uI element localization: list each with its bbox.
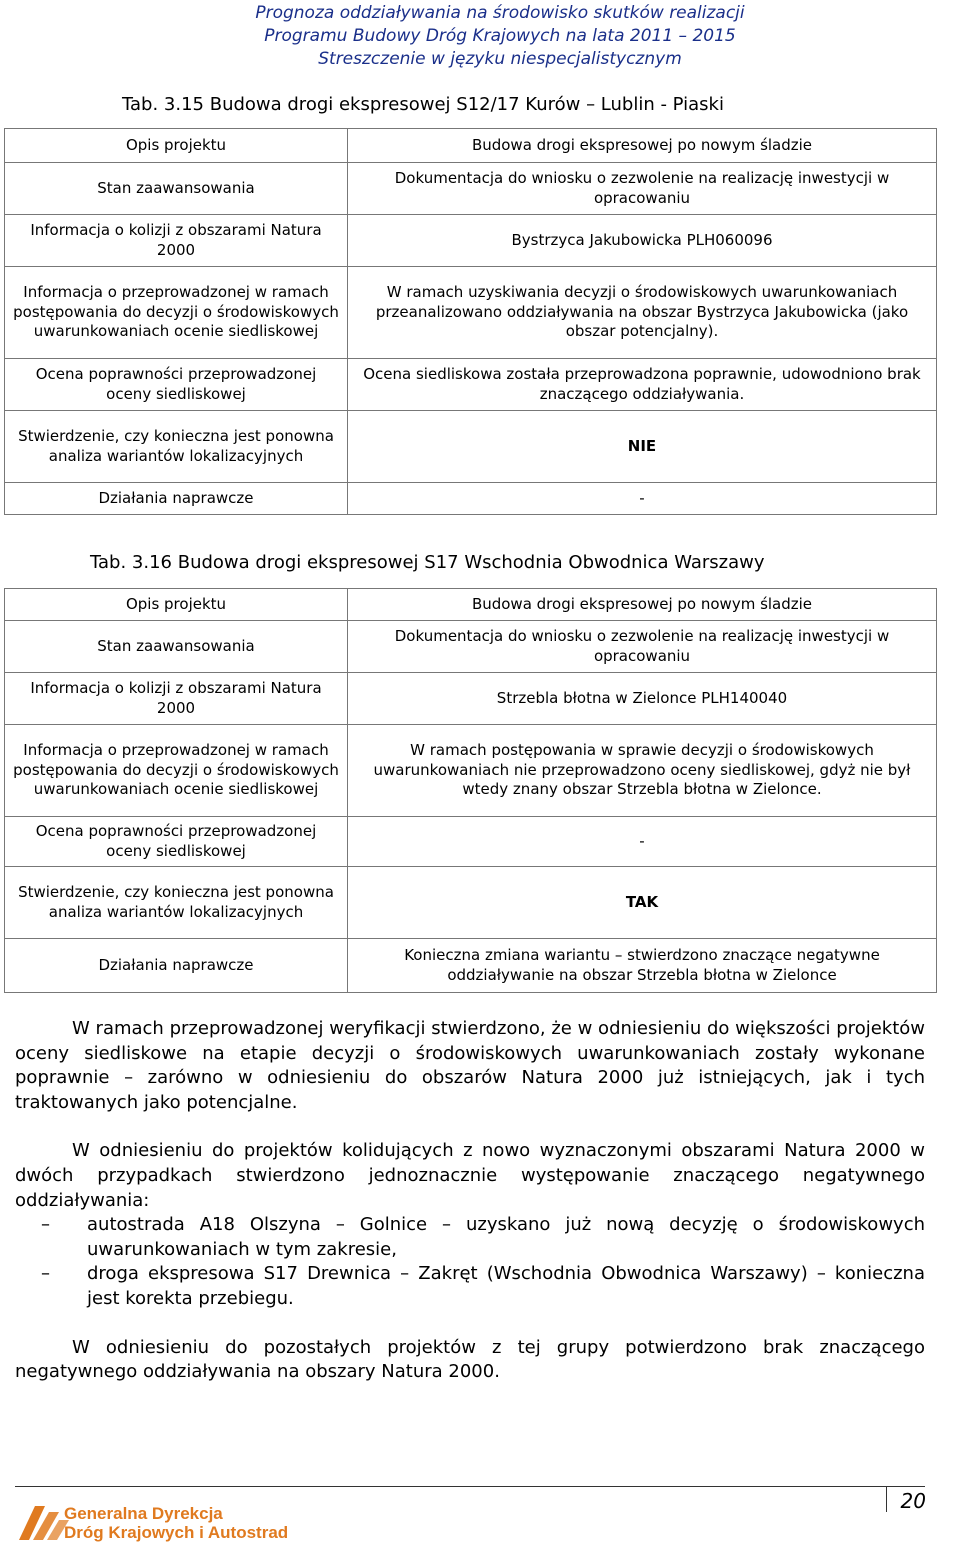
table2-caption: Tab. 3.16 Budowa drogi ekspresowej S17 Wschodnia Obwodnica Warszawy — [90, 552, 765, 573]
header-line-1: Prognoza oddziaływania na środowisko skutków realizacji — [255, 3, 745, 23]
table2-label-6: Stwierdzenie, czy konieczna jest ponowna analiza wariantów lokalizacyjnych — [5, 867, 348, 939]
table1-label-3: Informacja o kolizji z obszarami Natura 2000 — [5, 215, 348, 267]
table1-value-5: Ocena siedliskowa została przeprowadzona poprawnie, udowodniono brak znaczącego oddziaływania. — [348, 359, 937, 411]
table2 — [4, 588, 937, 993]
running-header — [150, 2, 850, 71]
table1-label-6: Stwierdzenie, czy konieczna jest ponowna analiza wariantów lokalizacyjnych — [5, 411, 348, 483]
body-text — [15, 1017, 925, 1385]
table1-value-2: Dokumentacja do wniosku o zezwolenie na realizację inwestycji w opracowaniu — [348, 163, 937, 215]
bullet-text: droga ekspresowa S17 Drewnica – Zakręt (Wschodnia Obwodnica Warszawy) – konieczna jest korekta przebiegu. — [87, 1263, 925, 1309]
logo-text — [64, 1504, 288, 1542]
header-line-2: Programu Budowy Dróg Krajowych na lata 2011 – 2015 — [264, 26, 736, 46]
table1-label-5: Ocena poprawności przeprowadzonej oceny siedliskowej — [5, 359, 348, 411]
paragraph-2: W odniesieniu do projektów kolidujących z nowo wyznaczonymi obszarami Natura 2000 w dwóch przypadkach stwierdzono jednoznacznie występowanie znaczącego negatywnego oddziaływania: — [15, 1140, 925, 1211]
footer-rule — [15, 1486, 925, 1487]
table2-value-5: - — [348, 817, 937, 867]
table2-value-3: Strzebla błotna w Zielonce PLH140040 — [348, 673, 937, 725]
table2-label-1: Opis projektu — [5, 589, 348, 621]
table1-label-7: Działania naprawcze — [5, 483, 348, 515]
table2-value-6: TAK — [348, 867, 937, 939]
table2-label-3: Informacja o kolizji z obszarami Natura 2000 — [5, 673, 348, 725]
paragraph-3: W odniesieniu do pozostałych projektów z tej grupy potwierdzono brak znaczącego negatywnego oddziaływania na obszary Natura 2000. — [15, 1336, 925, 1383]
dash-marker: – — [41, 1214, 50, 1236]
table2-label-7: Działania naprawcze — [5, 939, 348, 993]
page-number: 20 — [900, 1489, 926, 1513]
table1-label-2: Stan zaawansowania — [5, 163, 348, 215]
dash-marker: – — [41, 1263, 50, 1285]
table2-value-1: Budowa drogi ekspresowej po nowym śladzie — [348, 589, 937, 621]
table1-value-1: Budowa drogi ekspresowej po nowym śladzie — [348, 129, 937, 163]
paragraph-1: W ramach przeprowadzonej weryfikacji stwierdzono, że w odniesieniu do większości projektów oceny siedliskowe na etapie decyzji o środowiskowych uwarunkowaniach zostały wykonane poprawnie – zarówno w odniesieniu do obszarów Natura 2000 już istniejących, jak i tych traktowanych jako potencjalne. — [15, 1018, 925, 1113]
table1-value-3: Bystrzyca Jakubowicka PLH060096 — [348, 215, 937, 267]
table1-value-6: NIE — [348, 411, 937, 483]
header-line-3: Streszczenie w języku niespecjalistycznym — [318, 49, 682, 69]
table1-label-4: Informacja o przeprowadzonej w ramach postępowania do decyzji o środowiskowych uwarunkowaniach ocenie siedliskowej — [5, 267, 348, 359]
table1 — [4, 128, 937, 515]
list-item — [15, 1262, 925, 1311]
table1-value-4: W ramach uzyskiwania decyzji o środowiskowych uwarunkowaniach przeanalizowano oddziaływania na obszar Bystrzyca Jakubowicka (jako obszar potencjalny). — [348, 267, 937, 359]
logo-line-2: Dróg Krajowych i Autostrad — [64, 1523, 289, 1542]
bullet-text: autostrada A18 Olszyna – Golnice – uzyskano już nową decyzję o środowiskowych uwarunkowaniach w tym zakresie, — [87, 1214, 925, 1260]
logo-line-1: Generalna Dyrekcja — [64, 1504, 223, 1523]
table1-value-7: - — [348, 483, 937, 515]
table2-label-5: Ocena poprawności przeprowadzonej oceny siedliskowej — [5, 817, 348, 867]
list-item — [15, 1213, 925, 1262]
table2-value-7: Konieczna zmiana wariantu – stwierdzono znaczące negatywne oddziaływanie na obszar Strzebla błotna w Zielonce — [348, 939, 937, 993]
table2-label-4: Informacja o przeprowadzonej w ramach postępowania do decyzji o środowiskowych uwarunkowaniach ocenie siedliskowej — [5, 725, 348, 817]
table2-value-4: W ramach postępowania w sprawie decyzji o środowiskowych uwarunkowaniach nie przeprowadzono oceny siedliskowej, gdyż nie był wtedy znany obszar Strzebla błotna w Zielonce. — [348, 725, 937, 817]
table1-label-1: Opis projektu — [5, 129, 348, 163]
table2-label-2: Stan zaawansowania — [5, 621, 348, 673]
table2-value-2: Dokumentacja do wniosku o zezwolenie na realizację inwestycji w opracowaniu — [348, 621, 937, 673]
table1-caption: Tab. 3.15 Budowa drogi ekspresowej S12/17 Kurów – Lublin - Piaski — [122, 94, 724, 115]
bullet-list — [15, 1213, 925, 1311]
